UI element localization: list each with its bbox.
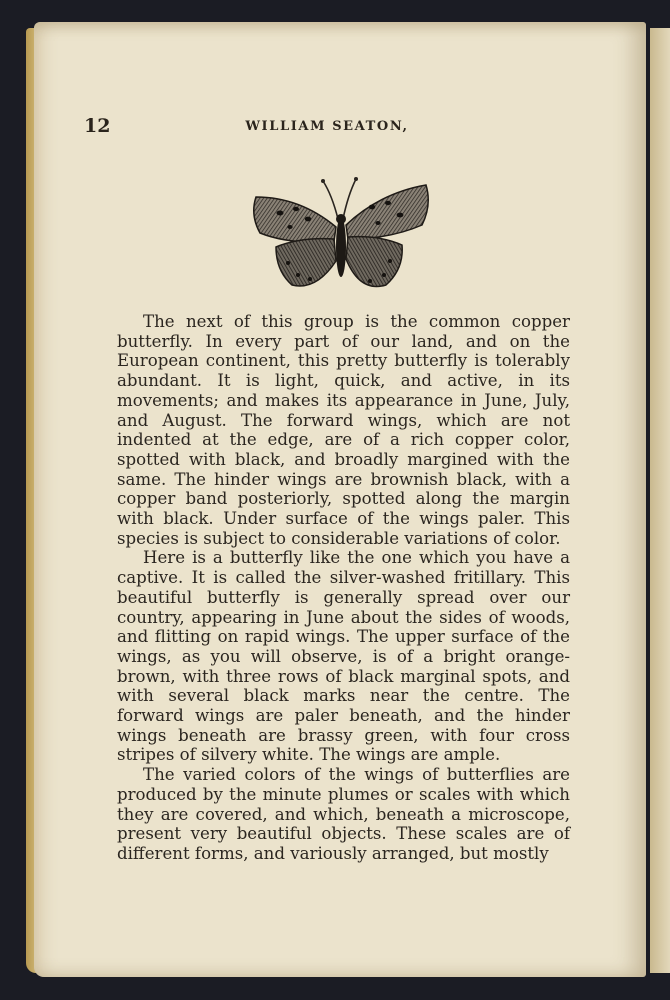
paragraph-copper-butterfly: The next of this group is the common copper butterfly. In every part of our land, and on the European continent, this pretty butterfly is tolerably abundant. It is light, quick, and active, in its movements; and makes its appearance in June, July, and August. The forward wings, which are not indented at the edge, are of a rich copper color, spotted with black, and broadly margined with the same. The hinder wings are brownish black, with a copper band posteriorly, spotted along the margin with black. Under surface of the wings paler. This species is subject to considerable variations of color. — [117, 312, 570, 548]
butterfly-illustration — [250, 175, 432, 293]
paragraph-wing-scales: The varied colors of the wings of butterflies are produced by the minute plumes or scales with which they are covered, and which, beneath a microscope, present very beautiful objects. These scales are of different forms, and variously arranged, but mostly — [117, 765, 570, 863]
paragraph-silver-washed-fritillary: Here is a butterfly like the one which you have a captive. It is called the silver-washed fritillary. This beautiful butterfly is generally spread over our country, appearing in June about the sides of woods, and flitting on rapid wings. The upper surface of the wings, as you will observe, is of a bright orange-brown, with three rows of black marginal spots, and with several black marks near the centre. The forward wings are paler beneath, and the hinder wings beneath are brassy green, with four cross stripes of silvery white. The wings are ample. — [117, 548, 570, 765]
running-title: WILLIAM SEATON, — [245, 119, 409, 134]
running-header — [84, 115, 570, 139]
facing-page-edge — [650, 28, 670, 973]
page-number: 12 — [84, 115, 111, 137]
body-text — [117, 312, 570, 864]
